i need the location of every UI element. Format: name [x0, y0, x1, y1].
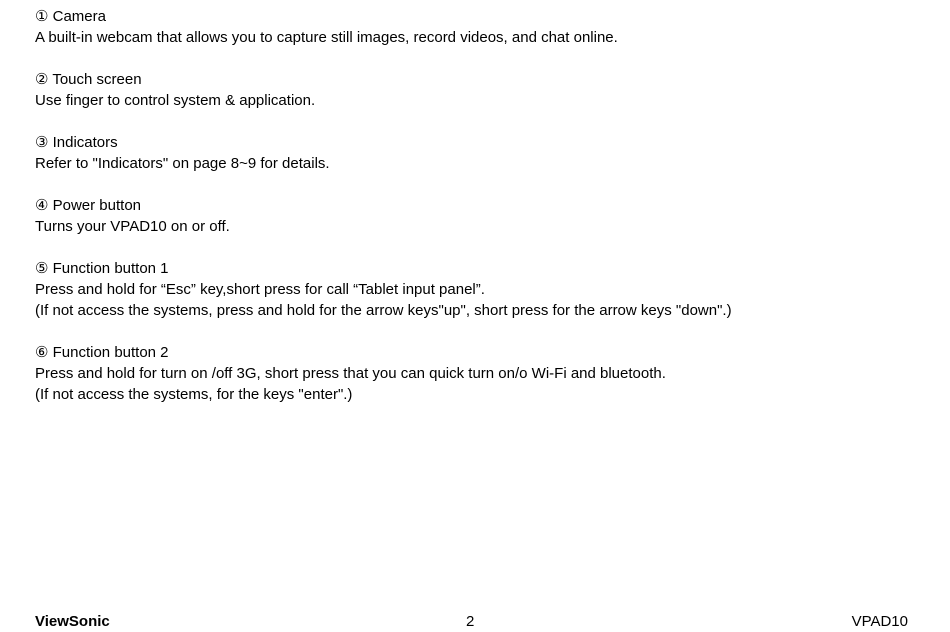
section-title: ③ Indicators: [35, 134, 118, 151]
footer-brand: ViewSonic: [35, 613, 110, 630]
section-description: Press and hold for turn on /off 3G, short press that you can quick turn on/o Wi-Fi and bluetooth.: [35, 365, 666, 382]
section-description: Use finger to control system & application.: [35, 92, 316, 109]
footer-page-number: 2: [466, 613, 475, 630]
section-description: Press and hold for “Esc” key,short press for call “Tablet input panel”.: [35, 281, 485, 298]
section-camera: [35, 6, 935, 48]
section-power-button: [35, 195, 935, 237]
footer-model: VPAD10: [851, 613, 908, 630]
section-description: Refer to "Indicators" on page 8~9 for details.: [35, 155, 330, 172]
section-indicators: [35, 132, 935, 174]
document-body: [35, 6, 935, 426]
section-title: ② Touch screen: [35, 71, 142, 88]
section-title: ④ Power button: [35, 197, 142, 214]
section-note: (If not access the systems, for the keys "enter".): [35, 386, 353, 403]
section-touch-screen: [35, 69, 935, 111]
section-title: ⑤ Function button 1: [35, 260, 169, 277]
section-description: A built-in webcam that allows you to capture still images, record videos, and chat online.: [35, 29, 618, 46]
section-function-button-2: [35, 342, 935, 405]
section-title: ① Camera: [35, 8, 106, 25]
section-function-button-1: [35, 258, 935, 321]
section-description: Turns your VPAD10 on or off.: [35, 218, 230, 235]
section-title: ⑥ Function button 2: [35, 344, 169, 361]
section-note: (If not access the systems, press and hold for the arrow keys"up", short press for the arrow keys "down".): [35, 302, 732, 319]
